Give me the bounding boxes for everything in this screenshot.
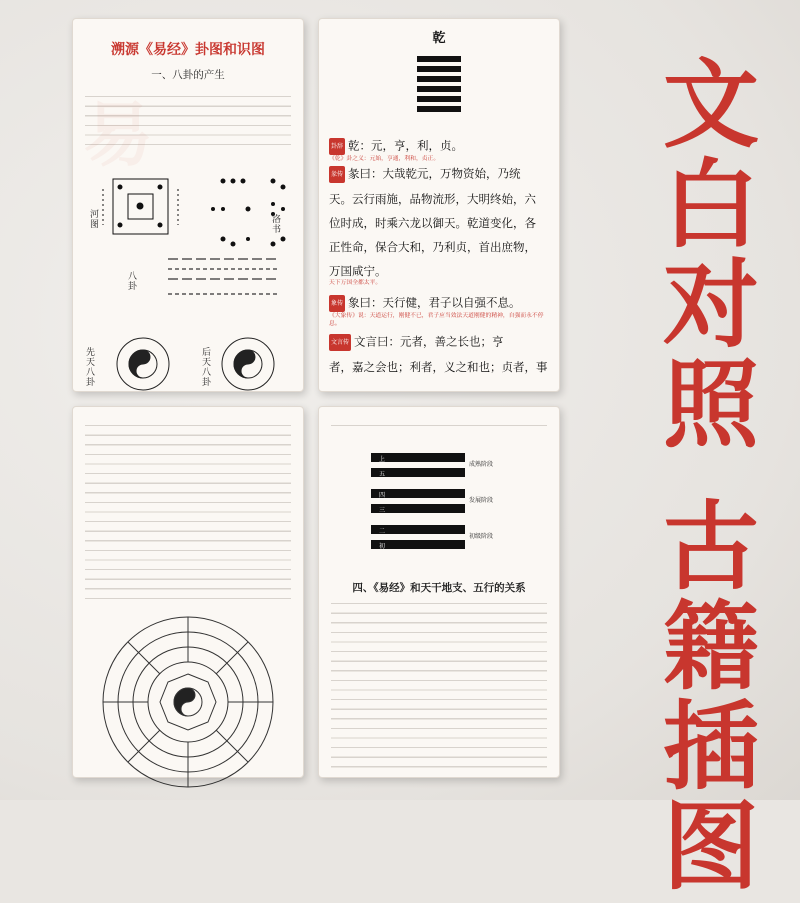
section-heading: 一、八卦的产生 [151,69,225,81]
yao-label-2: 二 [379,528,386,535]
side-char: 插 [663,691,759,803]
body-text-placeholder [331,419,547,433]
label-houtian: 后天八卦 [200,347,210,387]
side-char: 白 [663,149,759,261]
stage-initial: 初级阶段 [469,533,494,540]
yao-line-top [371,453,465,462]
hetu-diagram [103,179,178,234]
luopan-diagram [73,607,303,777]
luoshu-diagram [211,179,286,247]
body-text-placeholder [85,419,291,604]
stage-mature: 成熟阶段 [469,461,494,468]
xiantian-bagua-ring [117,338,169,390]
tag-tuan: 彖传 [329,166,345,183]
bagua-trigrams [168,259,278,294]
side-char: 文 [663,49,759,161]
side-char: 照 [663,349,759,461]
yao-label-4: 四 [379,492,386,499]
houtian-bagua-ring [222,338,274,390]
page-qian-hexagram [318,18,560,392]
yao-label-3: 三 [379,507,386,514]
side-char: 古 [663,491,759,603]
tuan-line-4: 正性命，保合大和，乃利贞，首出庶物， [329,240,536,254]
tuan-line-3: 位时成，时乘六龙以御天。乾道变化，各 [329,216,536,230]
yao-line-4 [371,489,465,498]
side-char: 籍 [663,591,759,703]
section-heading: 四、《易经》和天干地支、五行的关系 [352,582,526,594]
page-title: 溯源《易经》卦图和识图 [111,42,265,58]
bagua-diagrams [73,159,303,399]
tag-guaci: 卦辞 [329,138,345,155]
label-xiantian: 先天八卦 [84,347,94,387]
xiang-line: 象传 象曰：天行健，君子以自强不息。 [329,295,549,312]
tuan-line-2: 天。云行雨施，品物流形，大明终始，六 [329,192,536,206]
tuan-line-5: 万国咸宁。 [329,264,387,278]
qian-hexagram-symbol [319,50,559,116]
yao-label-1: 初 [379,543,386,550]
guaci-line: 卦辞 乾：元，亨，利，贞。 [329,138,549,155]
label-luoshu: 洛书 [270,214,280,234]
body-text-placeholder [331,597,547,775]
yao-label-5: 五 [379,471,386,478]
tag-wenyan: 文言传 [329,334,351,351]
side-title [636,49,786,903]
yao-line-1 [371,540,465,549]
label-hetu: 河图 [88,209,98,229]
stage-development: 发展阶段 [469,497,494,504]
wenyan-line-1: 文言传 文言曰：元者，善之长也；亨 [329,334,549,351]
yao-label-top: 上 [379,456,386,463]
guaci-translation: 《乾》卦之义：元始，亨通，利和，贞正。 [329,156,440,162]
page-stars-diagram [72,406,304,778]
watermark: 易 [83,93,153,176]
page-hexagram-stages [318,406,560,778]
tuan-line-1: 彖传 彖曰：大哉乾元，万物资始，乃统 [329,166,549,183]
tuan-translation: 天下万国全都太平。 [329,280,382,286]
hexagram-title: 乾 [432,31,446,46]
page-bagua-origin [72,18,304,392]
side-char: 对 [663,249,759,361]
yao-line-5 [371,468,465,477]
yao-line-3 [371,504,465,513]
yao-line-2 [371,525,465,534]
wenyan-line-2: 者，嘉之会也；利者，义之和也；贞者，事 [329,360,548,374]
tag-xiang: 象传 [329,295,345,312]
label-bagua: 八卦 [126,271,136,291]
side-char: 图 [663,791,759,903]
hexagram-stages-diagram [319,447,559,557]
xiang-translation: 《大象传》说：天道运行，刚健不已，君子应当效法天道刚健的精神，自强而永不停息。 [329,313,544,327]
